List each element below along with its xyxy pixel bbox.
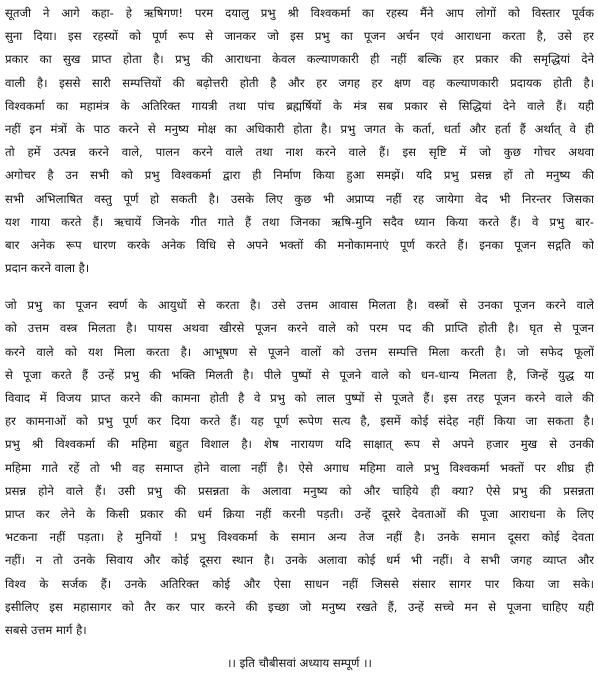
text-line: जो प्रभु का पूजन स्वर्ण के आयुधों से करता है। उसे उत्तम आवास मिलता है। वस्त्रों से उनका पूजन करने वाले [5,298,594,313]
text-line: सुना दिया। इस रहस्यों को पूर्ण रूप से जानकर जो इस प्रभु का पूजन अर्चन एवं आराधना करता है, उसे हर [5,29,594,44]
text-line: विश्वकर्मा का महामंत्र के अतिरिक्त गायत्री तथा पांच ब्रह्मर्षियों के मंत्र सब प्रकार से सिद्धियां देने वाले हैं। यही [5,98,594,113]
paragraph-gap [5,280,594,294]
text-line: प्रदान करने वाला है। [5,261,90,276]
text-line: अगोचर है उन सभी को प्रभु विश्वकर्मा द्वारा ही निर्माण किया हुआ समझें। यदि प्रभु प्रसन्न हों तो मनुष्य की [5,168,594,183]
text-line: भटकना नहीं पड़ता। हे मुनियों ! प्रभु विश्वकर्मा के समान अन्य तेज नहीं है। उनके समान दूसरा कोई देवता [5,530,594,545]
text-line: तो हमें उत्पन्न करने वाले, पालन करने वाले तथा नाश करने वाले हैं। इस सृष्टि में जो कुछ गोचर अथवा [5,145,594,160]
text-line: यश गाया करते हैं। ऋचायें जिनके गीत गाते हैं तथा जिनका ऋषि-मुनि सदैव ध्यान किया करते हैं। वे प्रभु बार- [5,214,594,229]
text-line: महिमा गाते रहें तो भी वह समाप्त होने वाला नहीं है। ऐसे अगाध महिमा वाले प्रभु विश्वकर्मा भक्तों पर शीघ्र ही [5,460,594,475]
text-line: प्रसन्न होने वाले हैं। उसी प्रभु की प्रसन्नता के अलावा मनुष्य को और चाहिये ही क्या? ऐसे प्रभु की प्रसन्नता [5,483,594,498]
text-line: हर कामनाओं को प्रभु पूर्ण कर दिया करते हैं। यह पूर्ण रूपेण सत्य है, इसमें कोई संदेह नहीं किया जा सकता है। [5,414,594,429]
text-line: सबसे उत्तम मार्ग है। [5,622,87,637]
paragraph-1 [5,2,594,280]
text-line: सभी अभिलाषित वस्तु पूर्ण हो सकती है। उसके लिए कुछ भी अप्राप्य नहीं रह जायेगा वेद भी निरन्तर जिसका [5,191,594,206]
text-line: प्रकार का सुख प्राप्त होता है। प्रभु की आराधना केवल कल्याणकारी ही नहीं बल्कि हर प्रकार की समृद्धियां देने [5,52,594,67]
text-line: सूतजी ने आगे कहा- हे ऋषिगण! परम दयालु प्रभु श्री विश्वकर्मा का रहस्य मैंने आप लोगों को विस्तार पूर्वक [5,6,594,20]
text-line: नहीं। न तो उनके सिवाय और कोई दूसरा स्थान है। उनके अलावा कोई धर्म भी नहीं। वे सभी जगह व्याप्त और [5,553,594,568]
text-line: प्राप्त कर लेने के किसी प्रकार की धर्म क्रिया नहीं करनी पड़ती। उन्हें दूसरे देवताओं की पूजा आराधना के लिए [5,506,594,521]
text-line: वाली है। इससे सारी सम्पत्तियों की बढ़ोत्तरी होती है और हर जगह हर क्षण वह कल्याणकारी प्रदायक होती है। [5,75,594,90]
text-line: प्रभु श्री विश्वकर्मा की महिमा बहुत विशाल है। शेष नारायण यदि साक्षात् रूप से अपने हजार मुख से उनकी [5,437,594,452]
text-line: इसीलिए इस महासागर को तैर कर पार करने की इच्छा जो मनुष्य रखते हैं, उन्हें सच्चे मन से पूजना चाहिए यही [5,599,594,614]
text-line: से पूजा करते हैं उन्हें प्रभु की भक्ति मिलती है। पीले पुष्पों से पूजने वाले को धन-धान्य मिलता है, जिन्हें युद्ध या [5,367,594,382]
text-line: को उत्तम वस्त्र मिलता है। पायस अथवा खीरसे पूजन करने वाले को परम पद की प्राप्ति होती है। घृत से पूजन [5,321,594,336]
chapter-closing: ।। इति चौबीसवां अध्याय सम्पूर्ण ।। [227,656,372,671]
text-line: बार अनेक रूप धारण करके अनेक विधि से अपने भक्तों की मनोकामनाएं पूर्ण करते हैं। इनका पूजन सद्गति को [5,237,594,252]
text-line: विश्व के सर्जक हैं। उनके अतिरिक्त कोई और ऐसा साधन नहीं जिससे संसार सागर पार किया जा सके। [5,576,594,591]
paragraph-2 [5,294,594,642]
text-line: विवाद में विजय प्राप्त करने की कामना होती है वे प्रभु को लाल पुष्पों से पूजते हैं। इस तरह पूजन करने वाले की [5,391,594,405]
text-line: करने वाले को यश मिला करता है। आभूषण से पूजने वालों को उत्तम सम्पत्ति मिला करती है। जो सफेद फूलों [5,344,594,359]
text-line: नहीं इन मंत्रों के पाठ करने से मनुष्य मोक्ष का अधिकारी होता है। प्रभु जगत के कर्ता, धर्ता और हर्ता हैं अर्थात् वे ही [5,121,594,136]
